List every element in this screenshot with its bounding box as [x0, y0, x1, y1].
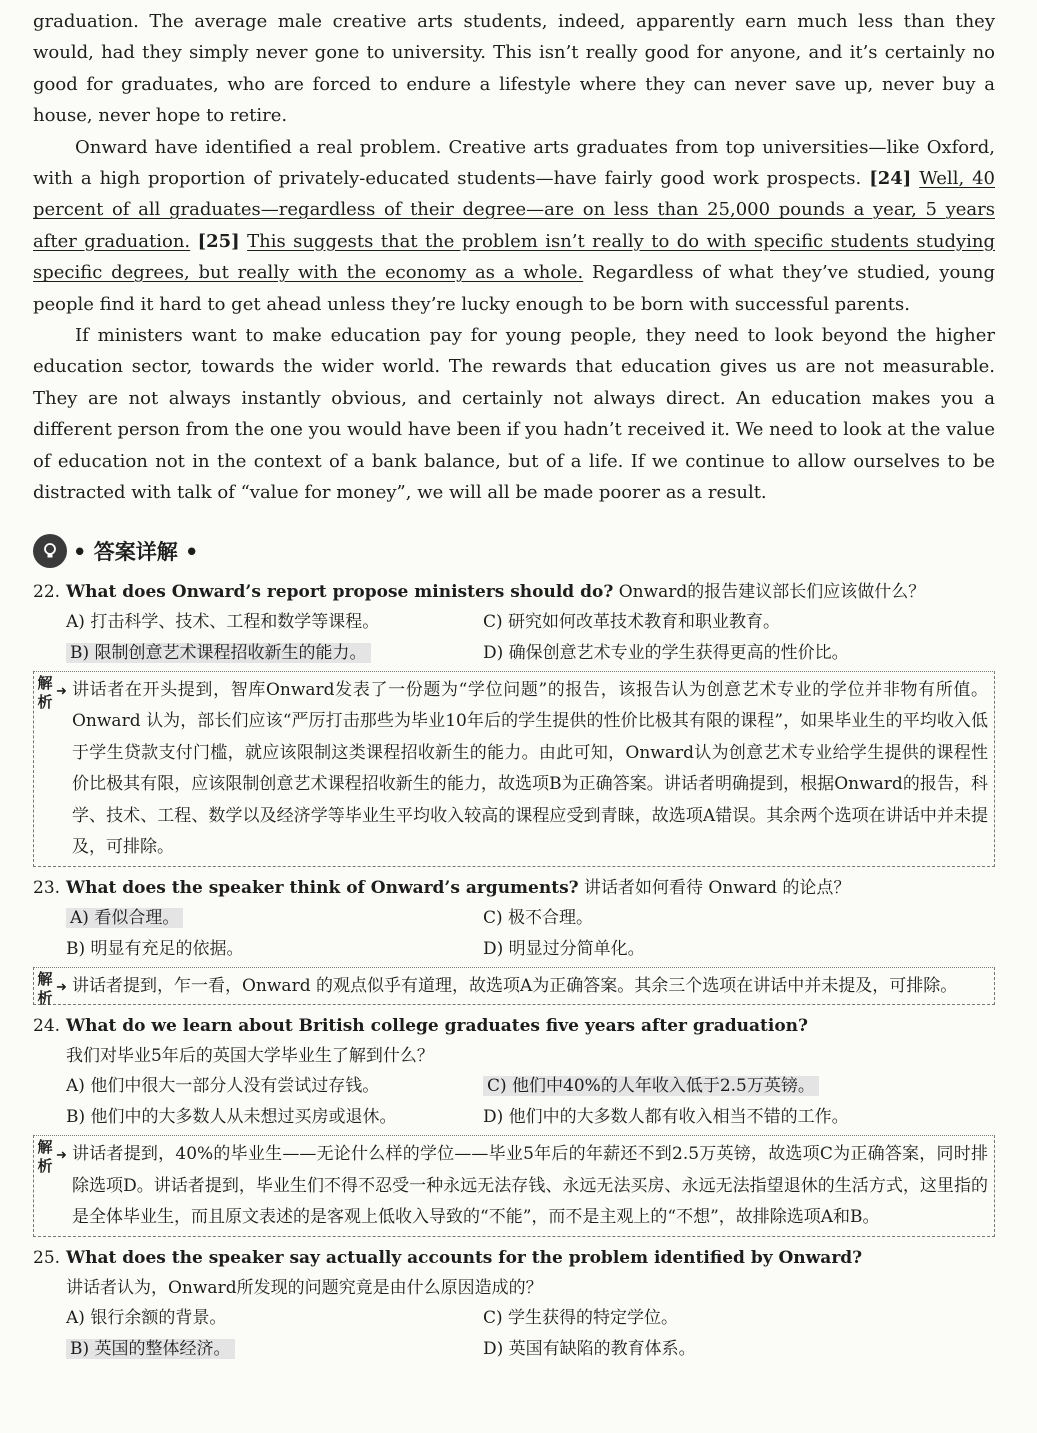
option-a: A) 打击科学、技术、工程和数学等课程。 — [66, 611, 380, 632]
question-text-en: What does Onward’s report propose ministers should do? — [66, 581, 614, 602]
explanation-label: 解析 — [37, 1138, 53, 1175]
option-b-correct: B) 限制创意艺术课程招收新生的能力。 — [66, 643, 371, 663]
question-24 — [33, 1011, 995, 1237]
option-c: C) 研究如何改革技术教育和职业教育。 — [483, 611, 781, 632]
arrow-icon: ➜ — [56, 1148, 67, 1163]
option-b: B) 明显有充足的依据。 — [66, 938, 244, 959]
option-d: D) 他们中的大多数人都有收入相当不错的工作。 — [483, 1107, 849, 1127]
arrow-icon: ➜ — [56, 683, 67, 699]
page — [33, 6, 995, 1365]
underlined-sentence-24: Well, 40 percent of all graduates—regardless of their degree—are on less than 25,000 pounds a year, 5 years after graduation. — [33, 168, 996, 252]
explanation-text: 讲话者提到，乍一看，Onward 的观点似乎有道理，故选项A为正确答案。其余三个选项在讲话中并未提及，可排除。 — [72, 975, 958, 996]
explanation-box — [33, 967, 995, 1006]
p2-outro: Regardless of what they’ve studied, young people find it hard to get ahead unless they’re lucky enough to be born with successful parents. — [33, 262, 995, 315]
question-text-en: What do we learn about British college graduates five years after graduation? — [66, 1016, 808, 1036]
question-text-zh: 我们对毕业5年后的英国大学毕业生了解到什么？ — [66, 1046, 434, 1066]
answer-section-header — [33, 531, 995, 571]
option-a: A) 银行余额的背景。 — [66, 1307, 227, 1328]
question-number: 25. — [33, 1247, 61, 1268]
explanation-text: 讲话者在开头提到，智库Onward发表了一份题为“学位问题”的报告，该报告认为创意艺术专业的学位并非物有所值。Onward 认为，部长们应该“严厉打击那些为毕业10年后的学生提供的性价比极其有限的课程”，如果毕业生的平均收入低于学生贷款支付门槛，就应该限制这类课程招收新生的能力。由此可知，Onward认为创意艺术专业给学生提供的课程性价比极其有限，应该限制创意艺术课程招收新生的能力，故选项B为正确答案。讲话者明确提到，根据Onward的报告，科学、技术、工程、数学以及经济学等毕业生平均收入较高的课程应受到青睐，故选项A错误。其余两个选项在讲话中并未提及，可排除。 — [72, 679, 988, 857]
lightbulb-icon — [33, 534, 67, 568]
passage-paragraph-2 — [33, 132, 995, 320]
question-text-en: What does the speaker think of Onward’s arguments? — [66, 877, 579, 898]
question-number: 24. — [33, 1016, 61, 1036]
question-25 — [33, 1243, 995, 1365]
explanation-box — [33, 1135, 995, 1237]
p2-intro: Onward have identified a real problem. Creative arts graduates from top universities—like Oxford, with a high proportion of privately-educated students—have fairly good work prospects. — [33, 136, 995, 190]
question-text-zh: Onward的报告建议部长们应该做什么？ — [618, 581, 926, 602]
underlined-sentence-25: This suggests that the problem isn’t really to do with specific students studying specific degrees, but really with the economy as a whole. — [33, 230, 996, 284]
marker-24: [24] — [869, 168, 912, 190]
question-23 — [33, 873, 995, 1006]
option-c-correct: C) 他们中40%的人年收入低于2.5万英镑。 — [483, 1076, 819, 1096]
explanation-label: 解析 — [37, 969, 53, 1007]
option-a: A) 他们中很大一部分人没有尝试过存钱。 — [66, 1076, 380, 1096]
option-c: C) 学生获得的特定学位。 — [483, 1307, 679, 1328]
question-number: 22. — [33, 581, 61, 602]
question-number: 23. — [33, 877, 61, 898]
question-text-zh: 讲话者如何看待 Onward 的论点？ — [584, 877, 851, 898]
marker-25: [25] — [197, 230, 240, 252]
passage-paragraph-3: If ministers want to make education pay for young people, they need to look beyond the higher education sector, towards the wider world. The rewards that education gives us are not measurable. They are not always instantly obvious, and certainly not always direct. An education makes you a different person from the one you would have been if you hadn’t received it. We need to look at the value of education not in the context of a bank balance, but of a life. If we continue to allow ourselves to be distracted with talk of “value for money”, we will all be made poorer as a result. — [33, 325, 995, 504]
option-c: C) 极不合理。 — [483, 907, 594, 928]
answer-section-title: • 答案详解 • — [73, 539, 199, 564]
explanation-label: 解析 — [37, 673, 53, 711]
option-b: B) 他们中的大多数人从未想过买房或退休。 — [66, 1107, 397, 1127]
passage-paragraph-1: graduation. The average male creative arts students, indeed, apparently earn much less than they would, had they simply never gone to university. This isn’t really good for anyone, and it’s certainly no good for graduates, who are forced to endure a lifestyle where they can never save up, never buy a house, never hope to retire. — [33, 11, 995, 127]
option-d: D) 英国有缺陷的教育体系。 — [483, 1338, 696, 1359]
option-a-correct: A) 看似合理。 — [66, 908, 183, 928]
explanation-text: 讲话者提到，40%的毕业生——无论什么样的学位——毕业5年后的年薪还不到2.5万英镑，故选项C为正确答案，同时排除选项D。讲话者提到，毕业生们不得不忍受一种永远无法存钱、永远无法买房、永远无法指望退休的生活方式，这里指的是全体毕业生，而且原文表述的是客观上低收入导致的“不能”，而不是主观上的“不想”，故排除选项A和B。 — [72, 1144, 988, 1227]
explanation-box — [33, 671, 995, 867]
question-text-en: What does the speaker say actually accounts for the problem identified by Onward? — [66, 1247, 863, 1268]
arrow-icon: ➜ — [56, 979, 67, 995]
question-text-zh: 讲话者认为，Onward所发现的问题究竟是由什么原因造成的？ — [66, 1277, 543, 1298]
option-b-correct: B) 英国的整体经济。 — [66, 1339, 235, 1359]
question-22 — [33, 577, 995, 867]
option-d: D) 明显过分简单化。 — [483, 938, 645, 959]
option-d: D) 确保创意艺术专业的学生获得更高的性价比。 — [483, 642, 849, 663]
